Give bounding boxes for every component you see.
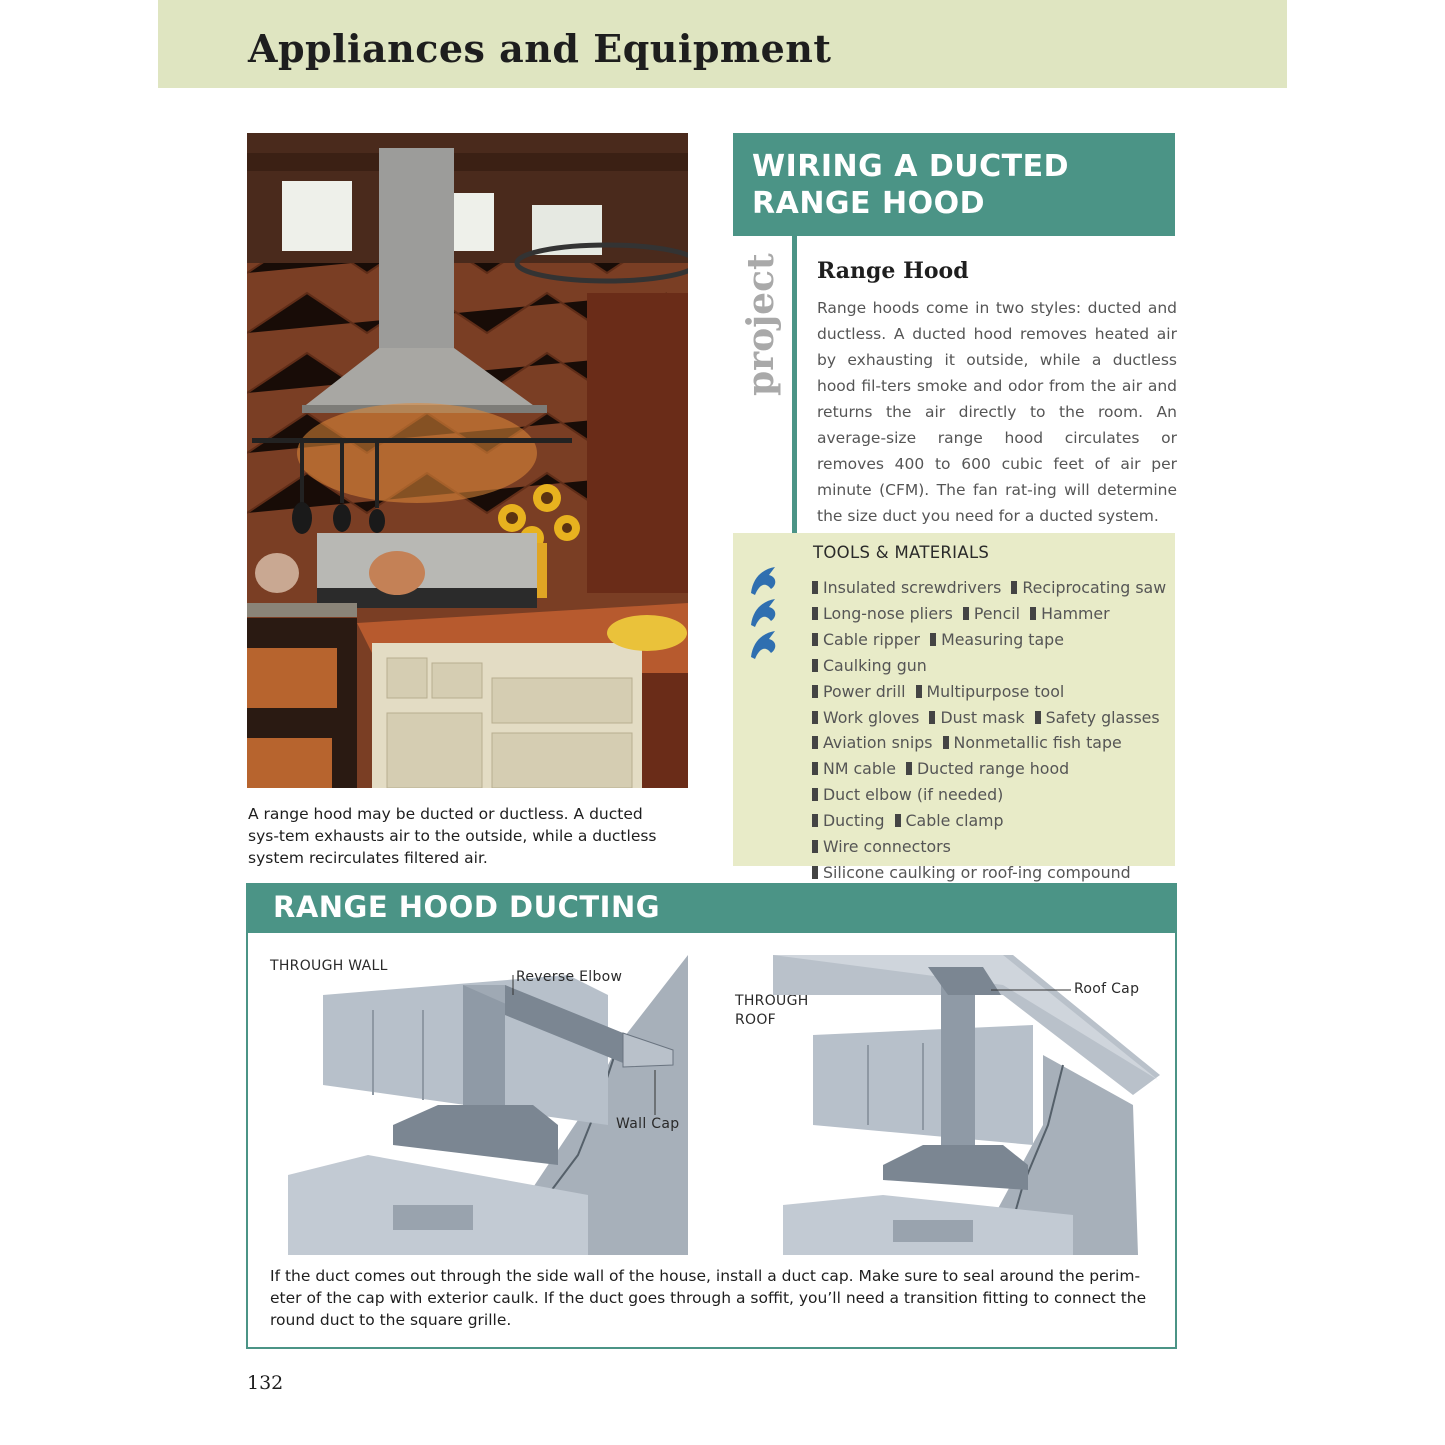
tool-item: Ducting bbox=[823, 811, 885, 831]
tool-item: Insulated screwdrivers bbox=[823, 578, 1002, 597]
tool-item: Duct elbow (if needed) bbox=[823, 785, 1004, 805]
through-roof-line-1: THROUGH bbox=[735, 993, 809, 1009]
roof-cap-label: Roof Cap bbox=[1074, 981, 1140, 997]
tools-title: TOOLS & MATERIALS bbox=[813, 543, 990, 562]
wall-cap-label: Wall Cap bbox=[616, 1116, 680, 1132]
tool-item: Wire connectors bbox=[823, 837, 951, 857]
tool-item: Long-nose pliers bbox=[823, 603, 953, 623]
tool-item: Measuring tape bbox=[941, 629, 1064, 649]
through-roof-diagram bbox=[773, 955, 1160, 1255]
tool-item: Aviation snips bbox=[823, 733, 933, 753]
project-side-label: project bbox=[740, 253, 782, 396]
kitchen-photo bbox=[247, 133, 688, 788]
tool-item: Ducted range hood bbox=[917, 759, 1070, 779]
page-title: Appliances and Equipment bbox=[248, 26, 832, 71]
reverse-elbow-label: Reverse Elbow bbox=[516, 969, 623, 985]
tool-item: NM cable bbox=[823, 759, 896, 779]
tool-item: Cable clamp bbox=[905, 811, 1004, 831]
tool-item: Cable ripper bbox=[823, 629, 921, 649]
through-roof-line-2: ROOF bbox=[735, 1012, 777, 1028]
project-title-line-2: RANGE HOOD bbox=[752, 186, 986, 221]
tool-item: Silicone caulking or roof-ing compound bbox=[823, 862, 1131, 882]
through-wall-text: THROUGH WALL bbox=[270, 958, 388, 974]
tool-item: Multipurpose tool bbox=[926, 681, 1065, 701]
ducting-title: RANGE HOOD DUCTING bbox=[273, 890, 661, 924]
through-wall-diagram bbox=[288, 955, 690, 1255]
page-number: 132 bbox=[247, 1372, 284, 1394]
section-body: Range hoods come in two styles: ducted and ductless. A ducted hood removes heated air by exhausting it outside, while a ductless hood fil-ters smoke and odor from the air and returns the air directly to the room. An average-size range hood circulates or removes 400 to 600 cubic feet of air per minute (CFM). The fan rat-ing will determine the size duct you need for a ducted system. bbox=[817, 299, 1177, 525]
tool-item: Dust mask bbox=[940, 707, 1025, 727]
photo-caption: A range hood may be ducted or ductless. A ducted sys-tem exhausts air to the outside, while a ductless system recirculates filtered air. bbox=[248, 805, 657, 867]
tools-icon bbox=[745, 563, 781, 663]
project-title-line-1: WIRING A DUCTED bbox=[752, 149, 1069, 184]
ducting-caption: If the duct comes out through the side wall of the house, install a duct cap. Make sure to seal around the perim-eter of the cap with exterior caulk. If the duct goes through a soffit, you’ll need a transition fitting to connect the round duct to the square grille. bbox=[270, 1267, 1147, 1329]
project-title bbox=[752, 148, 1172, 222]
tool-item: Nonmetallic fish tape bbox=[953, 733, 1122, 753]
tool-item: Safety glasses bbox=[1045, 707, 1160, 727]
tool-item: Caulking gun bbox=[823, 655, 927, 675]
section-title: Range Hood bbox=[817, 258, 969, 284]
tool-item: Power drill bbox=[823, 681, 906, 701]
tool-item: Reciprocating saw bbox=[1022, 578, 1167, 597]
tool-item: Work gloves bbox=[823, 707, 920, 727]
tool-item: Hammer bbox=[1041, 603, 1110, 623]
tool-item: Pencil bbox=[973, 603, 1021, 623]
